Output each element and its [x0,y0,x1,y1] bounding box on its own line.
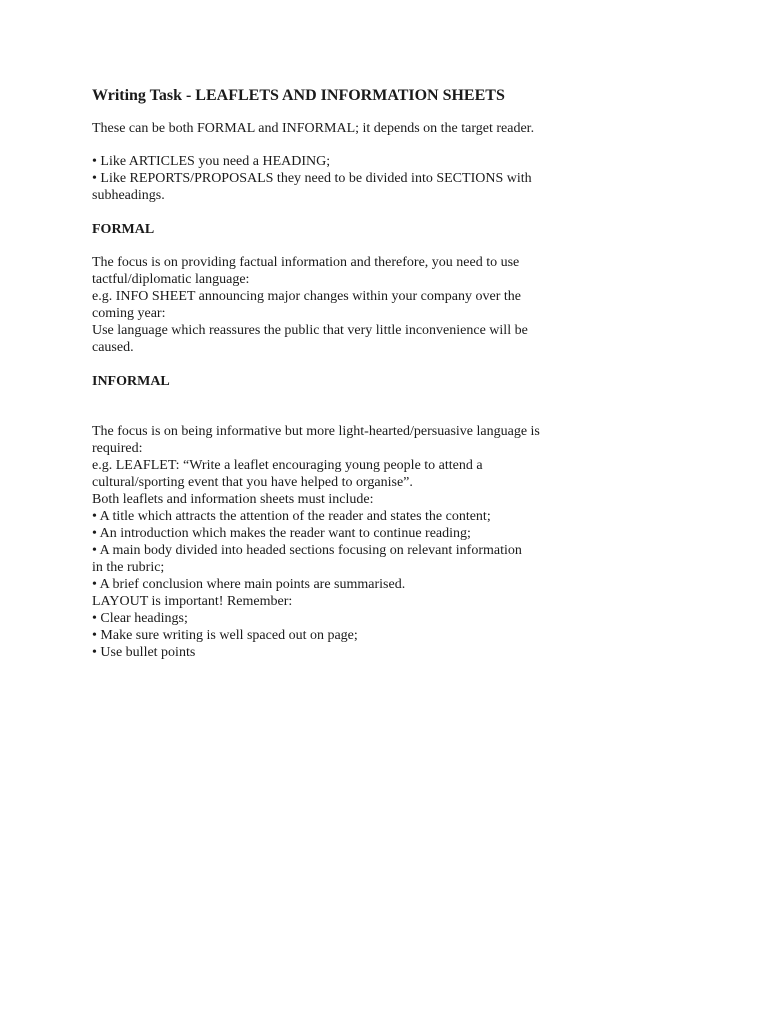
intro-paragraph: These can be both FORMAL and INFORMAL; it depends on the target reader. [92,121,535,136]
intro-bullet-list: • Like ARTICLES you need a HEADING; • Like REPORTS/PROPOSALS they need to be divided into SECTIONS with subheadings. [92,154,532,203]
document-content [92,86,612,661]
informal-heading: INFORMAL [92,374,170,389]
informal-body: The focus is on being informative but more light-hearted/persuasive language is required: e.g. LEAFLET: “Write a leaflet encouraging young people to attend a cultural/sporting event that you have helped to organise”. Both leaflets and information sheets must include: • A title which attracts the attention of the reader and states the content; • An introduction which makes the reader want to continue reading; • A main body divided into headed sections focusing on relevant information in the rubric; • A brief conclusion where main points are summarised. LAYOUT is important! Remember: • Clear headings; • Make sure writing is well spaced out on page; • Use bullet points [92,424,540,660]
formal-body: The focus is on providing factual information and therefore, you need to use tactful/diplomatic language: e.g. INFO SHEET announcing major changes within your company over the coming year: Use language which reassures the public that very little inconvenience will be caused. [92,255,528,355]
formal-heading: FORMAL [92,222,155,237]
document-title: Writing Task - LEAFLETS AND INFORMATION SHEETS [92,87,505,104]
